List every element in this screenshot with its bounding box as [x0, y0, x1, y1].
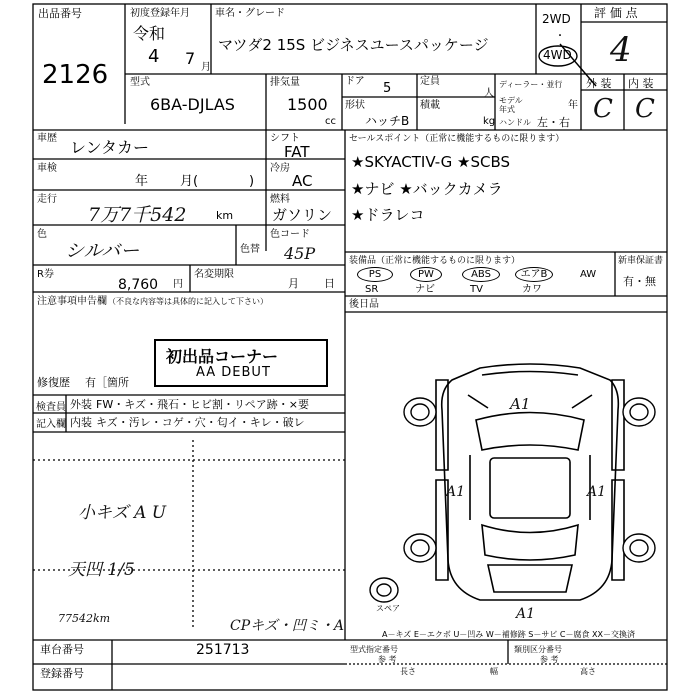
name-change-day: 日: [324, 277, 335, 290]
notes-sub: （不良な内容等は具体的に記入して下さい）: [108, 297, 268, 306]
capacity-label: 定員: [420, 76, 440, 87]
doors-value: 5: [383, 81, 392, 96]
shift-label: シフト: [270, 133, 300, 144]
hand-note-2: 天凹 1/5: [68, 560, 135, 580]
warranty-label: 新車保証書: [618, 256, 664, 266]
color-code-value: 45P: [284, 244, 316, 263]
dim-height: 高さ: [580, 667, 596, 676]
class-no-ref: 参 考: [540, 655, 559, 664]
equipment-ps: PS: [357, 267, 393, 282]
sales-point-label: セールスポイント（正常に機能するものに限ります）: [349, 134, 565, 144]
shift-value: FAT: [284, 143, 310, 161]
exterior-value: C: [593, 94, 613, 124]
exterior-label: 外 装: [586, 77, 612, 90]
sales-point-line1: ★SKYACTIV-G ★SCBS: [351, 153, 511, 171]
mileage-value: 7万7千542: [88, 204, 187, 226]
displacement-label: 排気量: [270, 77, 300, 88]
sales-point-line2: ★ナビ ★バックカメラ: [351, 180, 503, 198]
name-change-label: 名変期限: [194, 269, 234, 280]
class-no-label: 類別区分番号: [514, 645, 562, 654]
model-year-unit: 年: [568, 100, 578, 111]
map-mark-1: A1: [510, 395, 531, 413]
approval-label: 型式指定番号: [350, 645, 398, 654]
equipment-pw: PW: [410, 267, 442, 282]
color-value: シルバー: [65, 240, 140, 262]
chassis-value: 251713: [196, 642, 250, 658]
map-mark-4: A1: [516, 606, 536, 622]
equipment-label: 装備品（正常に機能するものに限ります）: [349, 256, 521, 266]
mileage-unit: km: [216, 209, 234, 222]
drive-4wd: 4WD: [543, 48, 572, 62]
hand-note-4: CPキズ・凹ミ・A: [230, 618, 344, 634]
hand-note-1: 小キズ A U: [78, 503, 167, 523]
first-reg-era: 令和: [133, 24, 166, 43]
ac-value: AC: [292, 172, 313, 190]
first-reg-year: 4: [148, 46, 160, 67]
handle-label: ハンドル: [499, 118, 531, 127]
equipment-abs: ABS: [462, 267, 500, 282]
color-code-label: 色コード: [270, 229, 310, 240]
lot-label: 出品番号: [38, 7, 82, 20]
equipment-sr: SR: [365, 284, 379, 295]
map-mark-3: A1: [587, 484, 607, 500]
debut-stamp: [154, 339, 328, 387]
shape-value: ハッチB: [365, 114, 410, 128]
fuel-value: ガソリン: [272, 206, 333, 224]
inspector-row2: キズ・汚レ・コゲ・穴・匂イ・キレ・破レ: [96, 416, 305, 429]
equipment-leather: カワ: [522, 284, 542, 295]
recycle-unit: 円: [173, 279, 183, 290]
spare-label: スペア: [376, 604, 400, 613]
car-label: 車名・グレード: [215, 8, 285, 19]
inspection-label: 車検: [37, 163, 57, 174]
interior-value: C: [635, 94, 655, 124]
displacement-value: 1500: [287, 95, 328, 114]
grade-label: 評 価 点: [594, 6, 638, 20]
lot-number: 2126: [42, 60, 109, 90]
inspector-row1-head: 外装: [70, 398, 92, 411]
repair-label: 修復歴: [37, 376, 70, 389]
first-reg-month-unit: 月: [201, 62, 211, 73]
chassis-label: 車台番号: [40, 643, 84, 656]
handle-value: 左・右: [537, 116, 570, 129]
equipment-aw: AW: [580, 269, 597, 280]
inspector-label1: 検査員: [36, 402, 66, 413]
equipment-navi: ナビ: [415, 284, 435, 295]
displacement-unit: cc: [325, 116, 336, 127]
mileage-label: 走行: [37, 194, 57, 205]
name-change-month: 月: [288, 277, 299, 290]
approval-ref: 参 考: [378, 655, 397, 664]
inspector-row1: FW・キズ・飛石・ヒビ割・リペア跡・×要: [96, 398, 309, 411]
inspector-row2-head: 内装: [70, 416, 92, 429]
model-value: 6BA-DJLAS: [150, 95, 235, 114]
equipment-airbag: エアB: [515, 267, 553, 282]
drive-dot: ・: [555, 31, 565, 42]
doors-label: ドア: [345, 76, 365, 87]
interior-label: 内 装: [628, 77, 654, 90]
color-label: 色: [37, 229, 47, 240]
drive-2wd: 2WD: [542, 12, 571, 26]
reg-no-label: 登録番号: [40, 667, 84, 680]
dim-width: 幅: [490, 667, 498, 676]
recycle-value: 8,760: [118, 277, 159, 293]
rear-seat-label: 後日品: [349, 299, 379, 310]
grade-value: 4: [610, 30, 632, 70]
stamp-line1: 初出品コーナー: [166, 347, 279, 366]
history-label: 車歴: [37, 133, 57, 144]
hand-note-3: 77542km: [58, 612, 111, 625]
history-value: レンタカー: [70, 138, 149, 157]
sales-point-line3: ★ドラレコ: [351, 206, 425, 224]
inspection-close: ): [249, 174, 255, 189]
dealer-label: ディーラー・並行: [499, 80, 563, 89]
first-reg-month: 7: [185, 49, 196, 68]
model-label: 型式: [130, 77, 150, 88]
shape-label: 形状: [345, 100, 365, 111]
ac-label: 冷房: [270, 163, 290, 174]
car-name: マツダ2 15S ビジネスユースパッケージ: [218, 36, 489, 54]
inspection-year: 年: [135, 174, 149, 189]
inspection-month: 月(: [180, 174, 199, 189]
recycle-label: R券: [37, 269, 54, 280]
warranty-value: 有・無: [623, 275, 656, 288]
first-reg-label: 初度登録年月: [130, 8, 190, 19]
repair-value: 有［箇所: [85, 376, 129, 389]
model-year-label: モデル年式: [499, 96, 523, 114]
stamp-line2: AA DEBUT: [196, 365, 271, 380]
notes-label: 注意事項申告欄: [37, 296, 107, 307]
dim-length: 長さ: [400, 667, 416, 676]
damage-legend: A－キズ E－エクボ U－凹み W－補修跡 S－サビ C－腐食 XX－交換済: [382, 630, 636, 639]
recolor-label: 色替: [240, 244, 260, 255]
inspector-label2: 記入欄: [36, 419, 66, 430]
map-mark-2: A1: [446, 484, 466, 500]
fuel-label: 燃料: [270, 194, 290, 205]
load-unit: kg: [483, 116, 496, 127]
equipment-tv: TV: [470, 284, 483, 295]
capacity-unit: 人: [484, 88, 494, 99]
load-label: 積載: [420, 100, 440, 111]
